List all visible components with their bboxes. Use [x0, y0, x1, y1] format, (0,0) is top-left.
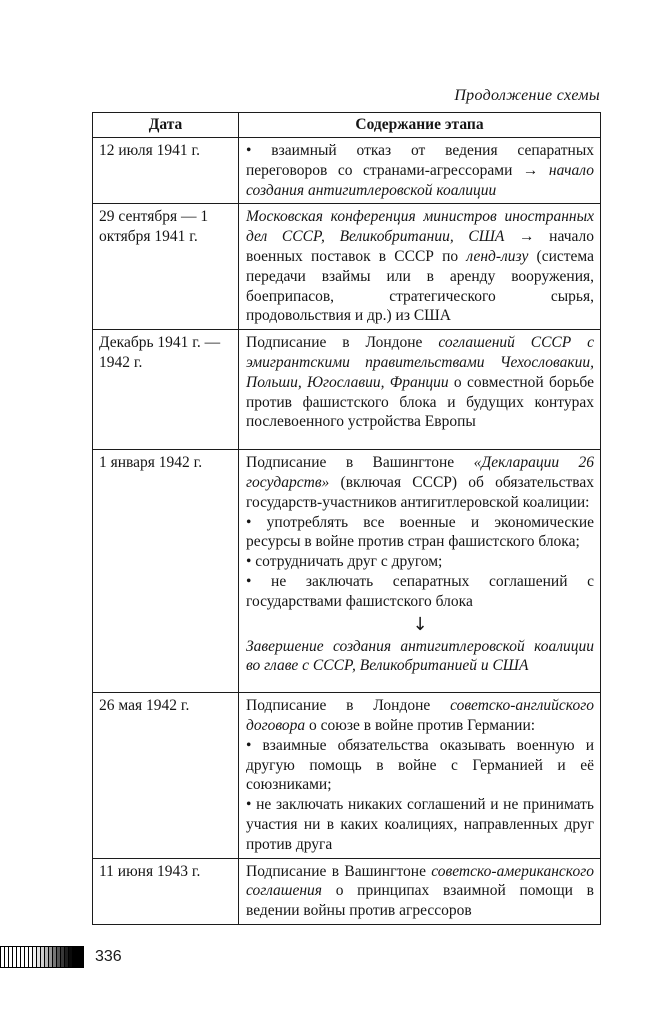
- barcode-icon: [0, 946, 84, 968]
- content-cell: [239, 693, 601, 858]
- content-cell: [239, 858, 601, 924]
- date-cell: 29 сентября — 1 октября 1941 г.: [93, 204, 239, 330]
- content-paragraph: Завершение создания антигитлеровской коалиции во главе с СССР, Великобританией и США: [246, 637, 594, 675]
- content-cell: [239, 138, 601, 204]
- table-row: [93, 330, 601, 450]
- content-paragraph: • не заключать никаких соглашений и не принимать участия ни в каких коалициях, направленных друг против друга: [246, 796, 594, 853]
- table-header-row: [93, 113, 601, 138]
- continuation-caption: Продолжение схемы: [454, 87, 600, 104]
- content-cell: [239, 330, 601, 450]
- table-row: [93, 693, 601, 858]
- content-paragraph: • не заключать сепаратных соглашений с государствами фашистского блока: [246, 572, 594, 610]
- table-header-date: Дата: [93, 113, 239, 138]
- content-paragraph: Подписание в Лондоне соглашений СССР с эмигрантскими правительствами Чехословакии, Польши, Югославии, Франции о совместной борьбе против фашистского блока и будущих контурах послевоенного устройства Европы: [246, 334, 594, 431]
- content-paragraph: Подписание в Вашингтоне советско-американского соглашения о принципах взаимной помощи в ведении войны против агрессоров: [246, 862, 594, 920]
- content-paragraph: • взаимный отказ от ведения сепаратных переговоров со странами-агрессорами → начало создания антигитлеровской коалиции: [246, 142, 594, 199]
- schema-table: [92, 112, 601, 925]
- content-paragraph: Подписание в Вашингтоне «Декларации 26 государств» (включая СССР) об обязательствах государств-участников антигитлеровской коалиции:: [246, 454, 594, 511]
- date-cell: 1 января 1942 г.: [93, 450, 239, 693]
- table-row: [93, 450, 601, 693]
- table-header-content: Содержание этапа: [239, 113, 601, 138]
- table-row: [93, 858, 601, 924]
- content-cell: [239, 450, 601, 693]
- table-row: [93, 138, 601, 204]
- table-body: [93, 138, 601, 925]
- date-cell: Декабрь 1941 г. — 1942 г.: [93, 330, 239, 450]
- content-cell: [239, 204, 601, 330]
- date-cell: 26 мая 1942 г.: [93, 693, 239, 858]
- content-paragraph: • сотрудничать друг с другом;: [246, 553, 443, 571]
- content-paragraph: • употреблять все военные и экономические ресурсы в войне против стран фашистского блока;: [246, 513, 594, 551]
- table-row: [93, 204, 601, 330]
- content-paragraph: Московская конференция министров иностранных дел СССР, Великобритании, США → начало военных поставок в СССР по ленд-лизу (система передачи взаймы или в аренду вооружения, боеприпасов, стратегического сырья, продовольствия и др.) из США: [246, 208, 595, 325]
- page-footer: [0, 946, 122, 968]
- content-paragraph: • взаимные обязательства оказывать военную и другую помощь в войне с Германией и её союзниками;: [246, 736, 594, 794]
- content-paragraph: Подписание в Лондоне советско-английского договора о союзе в войне против Германии:: [246, 697, 594, 734]
- date-cell: 12 июля 1941 г.: [93, 138, 239, 204]
- page-number: 336: [95, 948, 122, 965]
- down-arrow-icon: ↓: [412, 613, 428, 635]
- date-cell: 11 июня 1943 г.: [93, 858, 239, 924]
